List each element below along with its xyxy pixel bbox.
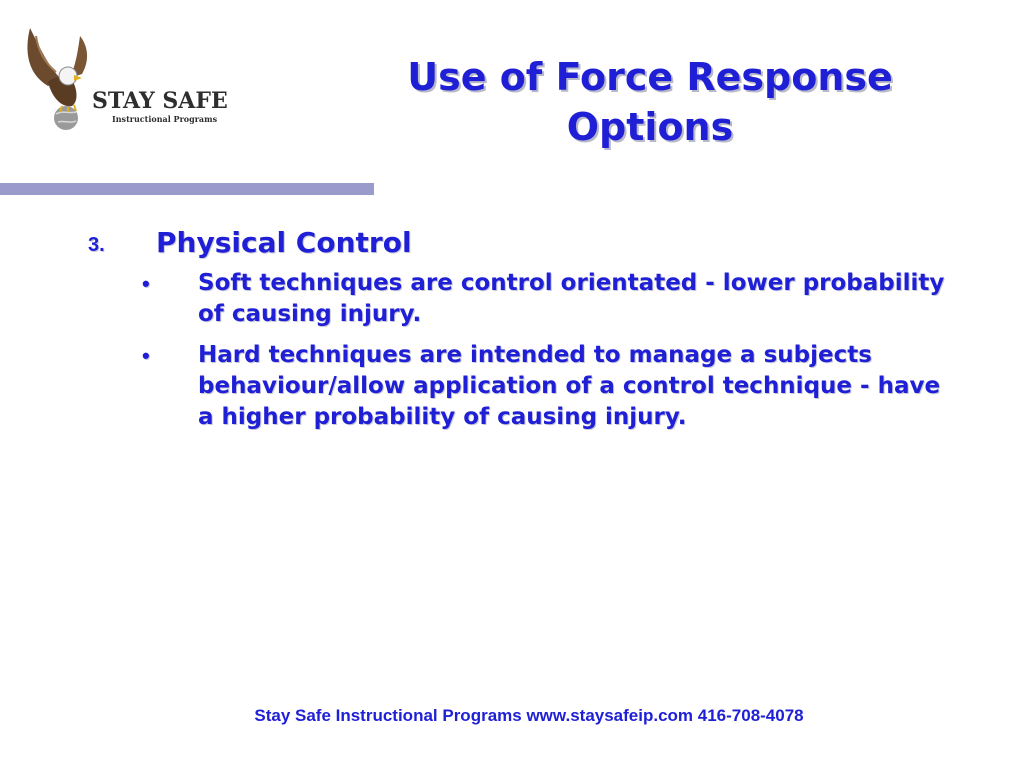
section-heading-text: Physical Control <box>156 226 412 259</box>
bullet-dot-icon: • <box>142 343 150 368</box>
title-divider <box>0 183 374 195</box>
slide-title: Use of Force Response Options <box>407 55 893 149</box>
bullet-item <box>88 340 948 433</box>
logo-tagline: Instructional Programs <box>112 114 218 124</box>
section-heading <box>88 222 968 268</box>
bullet-text: Soft techniques are control orientated - lower probability of causing injury. <box>198 270 945 327</box>
bullet-item <box>88 268 948 330</box>
slide-content <box>88 222 968 443</box>
logo-name: STAY SAFE <box>92 88 228 114</box>
stay-safe-logo <box>22 22 232 128</box>
bullet-dot-icon: • <box>142 271 150 296</box>
footer-text: Stay Safe Instructional Programs www.staysafeip.com 416-708-4078 <box>254 706 804 725</box>
section-number: 3. <box>88 234 105 256</box>
eagle-icon <box>22 22 102 132</box>
bullet-text: Hard techniques are intended to manage a subjects behaviour/allow application of a control technique - have a higher probability of causing injury. <box>198 342 941 430</box>
